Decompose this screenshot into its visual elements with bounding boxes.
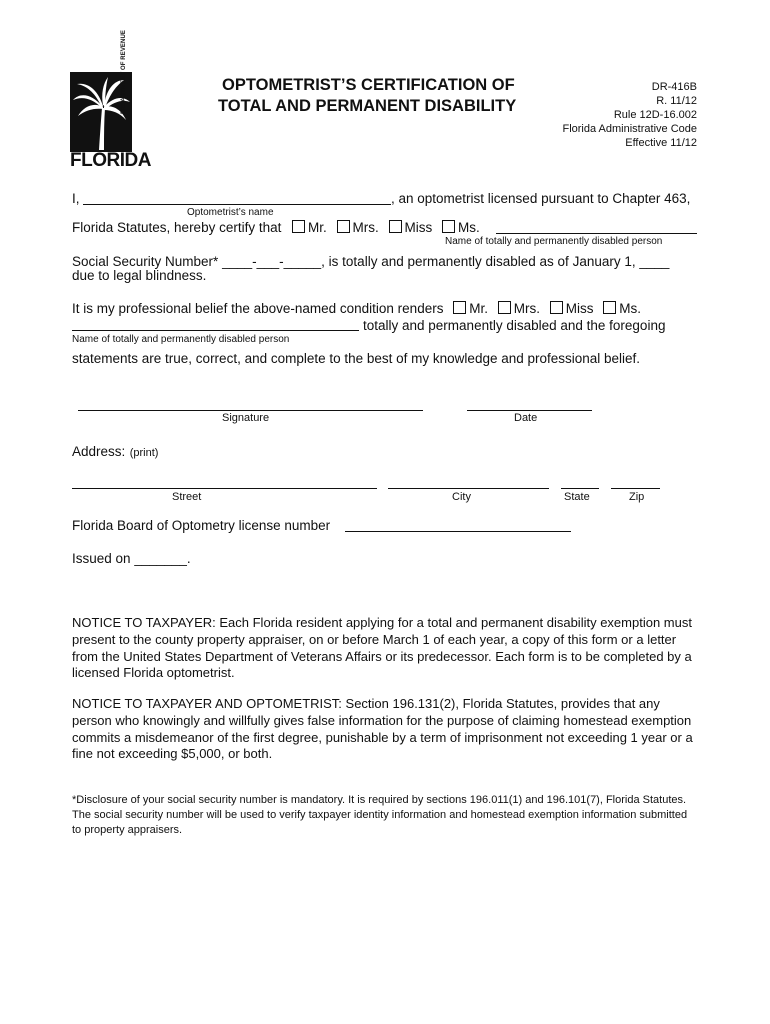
street-field[interactable] [72, 488, 377, 489]
admin-code: Florida Administrative Code [562, 123, 697, 135]
title-miss-label-2: Miss [565, 301, 594, 316]
signature-field[interactable] [78, 410, 423, 411]
ssn-disclosure: *Disclosure of your social security number is mandatory. It is required by sections 196.011(1) and 196.101(7), Florida Statutes. The social security number will be used to verify taxpayer identity information and homestead exemption information submitted to property appraisers. [72, 794, 688, 836]
optometrist-name-caption: Optometrist’s name [187, 207, 274, 218]
blindness-text: due to legal blindness. [72, 268, 207, 283]
notice-taxpayer-optometrist: NOTICE TO TAXPAYER AND OPTOMETRIST: Section 196.131(2), Florida Statutes, provides that any person who knowingly and willfully gives false information for the purpose of claiming homestead exemption commits a misdemeanor of the first degree, punishable by a term of imprisonment not exceeding 1 year or a fine not exceeding $5,000, or both. [72, 696, 693, 762]
checkbox-miss[interactable] [389, 220, 402, 233]
checkbox-mrs-2[interactable] [498, 301, 511, 314]
year-field[interactable]: ____ [639, 254, 670, 269]
date-field[interactable] [467, 410, 592, 411]
issued-row [72, 551, 191, 566]
totally-text: totally and permanently disabled and the foregoing [363, 318, 666, 333]
zip-caption: Zip [629, 491, 645, 503]
title-ms-label-2: Ms. [619, 301, 642, 316]
title-mr-label: Mr. [308, 220, 327, 235]
checkbox-ms-2[interactable] [603, 301, 616, 314]
ssn-field[interactable]: ____-___-_____ [222, 254, 322, 269]
checkbox-ms[interactable] [442, 220, 455, 233]
address-label: Address: [72, 444, 126, 459]
i-label: I, [72, 191, 80, 206]
palm-tree-icon [70, 72, 140, 154]
ssn-label: Social Security Number* [72, 254, 219, 269]
state-field[interactable] [561, 488, 599, 489]
disabled-person-name-field[interactable] [496, 233, 697, 234]
disabled-person-caption-2: Name of totally and permanently disabled person [72, 334, 290, 345]
title-mr-label-2: Mr. [469, 301, 488, 316]
form-number-block [562, 80, 697, 150]
statements-text: statements are true, correct, and complete to the best of my knowledge and professional belief. [72, 351, 641, 366]
title-options-1 [286, 220, 480, 235]
title-miss-label: Miss [404, 220, 433, 235]
form-rule: Rule 12D-16.002 [613, 109, 697, 121]
logo-dept-text: DEPARTMENT OF REVENUE [121, 30, 127, 114]
license-label: Florida Board of Optometry license number [72, 518, 331, 533]
disabled-person-caption: Name of totally and permanently disabled person [445, 236, 663, 247]
state-caption: State [564, 491, 590, 503]
form-title-line1: OPTOMETRIST’S CERTIFICATION OF [222, 76, 515, 94]
title-mrs-label: Mrs. [352, 220, 379, 235]
city-caption: City [452, 491, 471, 503]
notice-taxpayer: NOTICE TO TAXPAYER: Each Florida resident applying for a total and permanent disability exemption must present to the county property appraiser, on or before March 1 of each year, a copy of this form or a letter from the United States Department of Veterans Affairs or its predecessor. Each form is to be completed by a licensed Florida optometrist. [72, 615, 692, 681]
street-caption: Street [172, 491, 202, 503]
belief-text: It is my professional belief the above-named condition renders [72, 301, 444, 316]
checkbox-mr[interactable] [292, 220, 305, 233]
licensed-text: , an optometrist licensed pursuant to Chapter 463, [391, 191, 691, 206]
date-caption: Date [514, 412, 538, 424]
logo-florida-text: FLORIDA [70, 150, 151, 171]
checkbox-mr-2[interactable] [453, 301, 466, 314]
checkbox-mrs[interactable] [337, 220, 350, 233]
statutes-text: Florida Statutes, hereby certify that [72, 220, 282, 235]
form-revision: R. 11/12 [656, 95, 697, 107]
optometrist-name-field[interactable] [83, 204, 391, 205]
florida-dor-logo [70, 30, 151, 172]
ssn-row [72, 254, 669, 269]
issued-label: Issued on [72, 551, 131, 566]
zip-field[interactable] [611, 488, 660, 489]
city-field[interactable] [388, 488, 549, 489]
issued-date-field[interactable]: _______. [134, 551, 191, 566]
title-mrs-label-2: Mrs. [513, 301, 540, 316]
signature-caption: Signature [222, 412, 270, 424]
address-print-hint: (print) [129, 447, 159, 459]
form-title-line2: TOTAL AND PERMANENT DISABILITY [218, 97, 517, 115]
disabled-person-name-field-2[interactable] [72, 330, 359, 331]
effective-date: Effective 11/12 [625, 137, 697, 149]
license-number-field[interactable] [345, 531, 571, 532]
address-row [72, 443, 158, 461]
belief-row [72, 301, 641, 316]
ssn-disabled-text: , is totally and permanently disabled as of January 1, [321, 254, 636, 269]
title-ms-label: Ms. [458, 220, 480, 235]
checkbox-miss-2[interactable] [550, 301, 563, 314]
form-number: DR-416B [651, 81, 697, 93]
